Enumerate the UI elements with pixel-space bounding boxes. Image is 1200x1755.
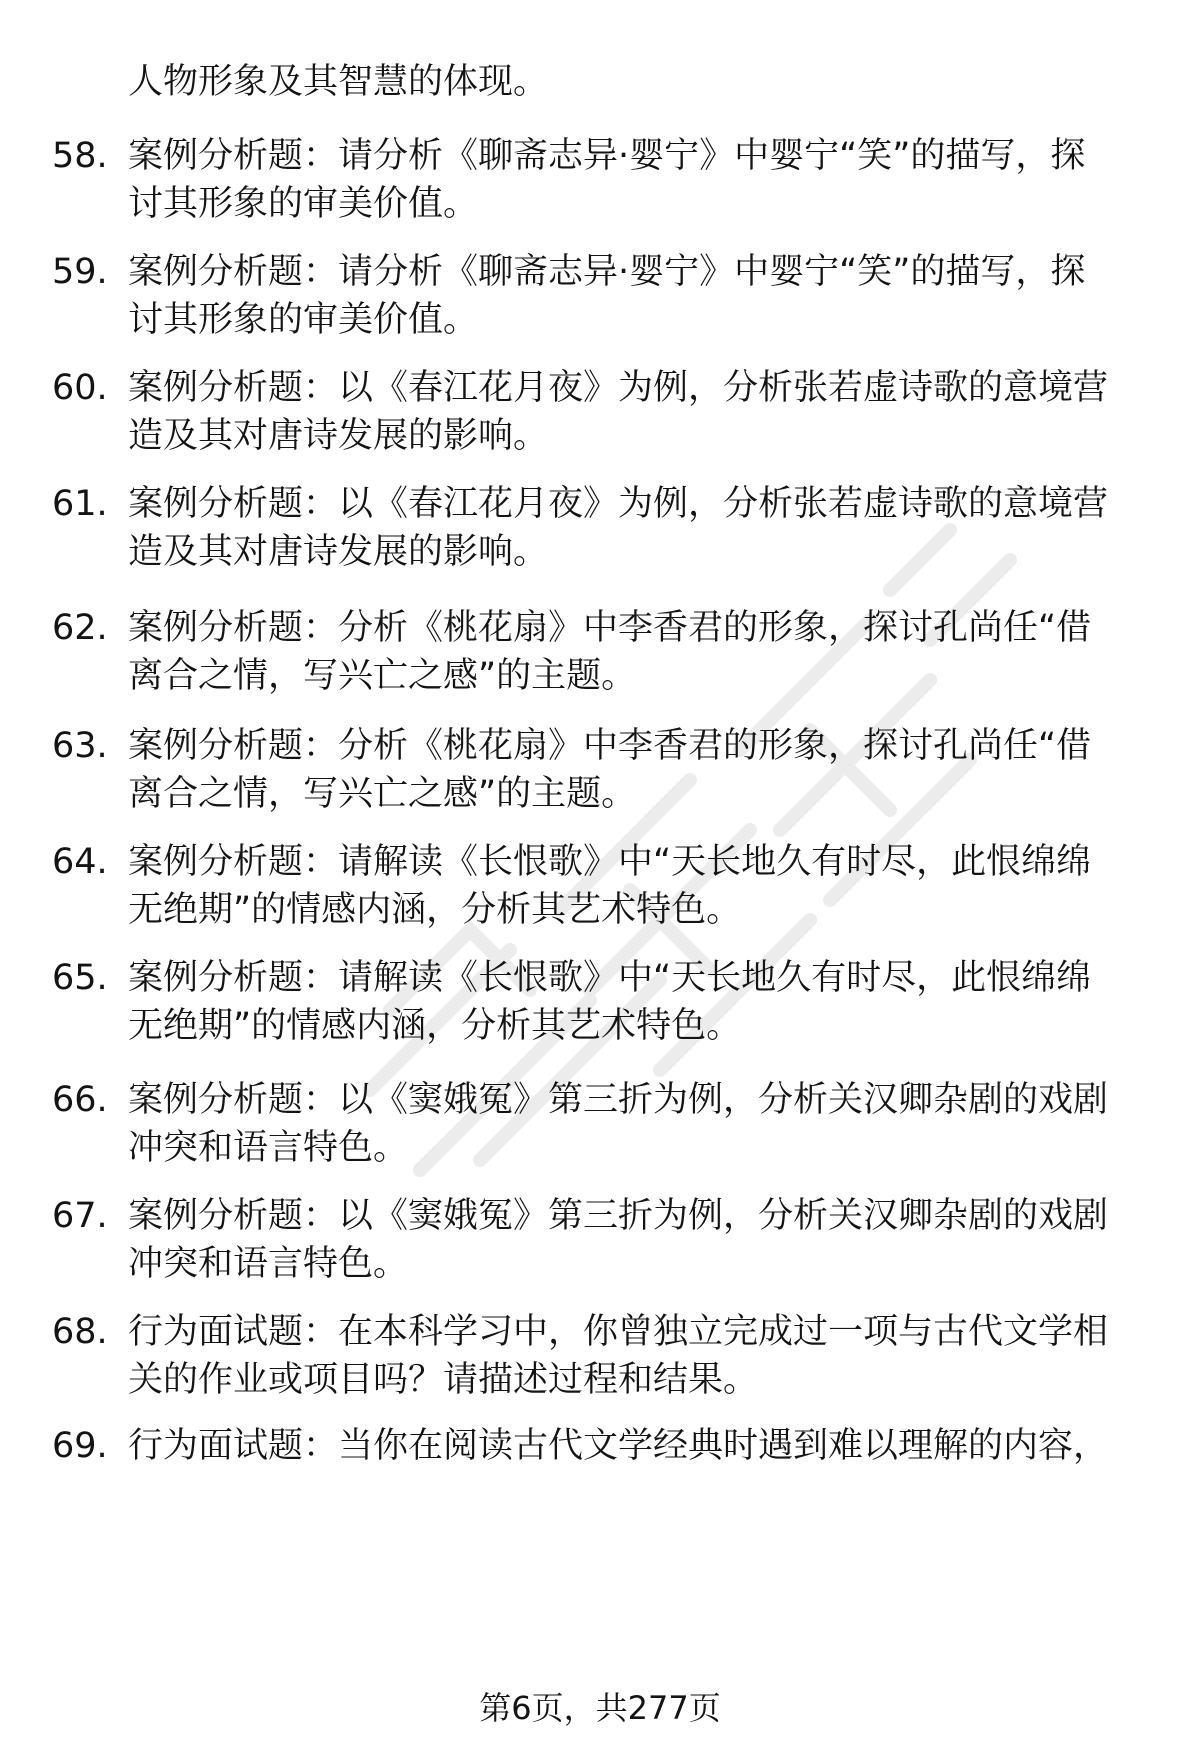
question-number: 63. bbox=[52, 726, 108, 766]
question-text bbox=[128, 1076, 1140, 1172]
question-text-line: 无绝期”的情感内涵，分析其艺术特色。 bbox=[128, 1006, 742, 1046]
question-text-line: 案例分析题：以《春江花月夜》为例，分析张若虚诗歌的意境营 bbox=[128, 368, 1109, 408]
question-number: 65. bbox=[52, 958, 108, 998]
question-text-line: 冲突和语言特色。 bbox=[128, 1128, 409, 1168]
question-text-line: 案例分析题：以《春江花月夜》为例，分析张若虚诗歌的意境营 bbox=[128, 484, 1109, 524]
question-text bbox=[128, 132, 1140, 228]
question-text bbox=[128, 838, 1140, 934]
question-number: 60. bbox=[52, 368, 108, 408]
question-text-line: 冲突和语言特色。 bbox=[128, 1244, 409, 1284]
question-text-line: 案例分析题：请分析《聊斋志异·婴宁》中婴宁“笑”的描写，探 bbox=[128, 136, 1086, 176]
question-text-line: 案例分析题：分析《桃花扇》中李香君的形象，探讨孔尚任“借 bbox=[128, 726, 1092, 766]
question-text-line: 关的作业或项目吗？请描述过程和结果。 bbox=[128, 1360, 759, 1400]
question-text bbox=[128, 480, 1140, 576]
question-number: 69. bbox=[52, 1426, 108, 1466]
question-number: 67. bbox=[52, 1196, 108, 1236]
question-text-line: 案例分析题：请解读《长恨歌》中“天长地久有时尽，此恨绵绵 bbox=[128, 842, 1092, 882]
continuation-text: 人物形象及其智慧的体现。 bbox=[128, 62, 549, 102]
question-text-line: 案例分析题：分析《桃花扇》中李香君的形象，探讨孔尚任“借 bbox=[128, 608, 1092, 648]
question-number: 64. bbox=[52, 842, 108, 882]
question-text-line: 离合之情，写兴亡之感”的主题。 bbox=[128, 656, 637, 696]
question-text-line: 案例分析题：请分析《聊斋志异·婴宁》中婴宁“笑”的描写，探 bbox=[128, 252, 1086, 292]
page-footer: 第6页，共277页 bbox=[479, 1689, 721, 1727]
question-text-line: 行为面试题：当你在阅读古代文学经典时遇到难以理解的内容， bbox=[128, 1426, 1109, 1466]
question-text bbox=[128, 722, 1140, 818]
question-text bbox=[128, 364, 1140, 460]
question-text-line: 讨其形象的审美价值。 bbox=[128, 184, 479, 224]
question-number: 58. bbox=[52, 136, 108, 176]
question-text-line: 离合之情，写兴亡之感”的主题。 bbox=[128, 774, 637, 814]
question-text bbox=[128, 1422, 1140, 1470]
question-number: 61. bbox=[52, 484, 108, 524]
question-text-line: 案例分析题：以《窦娥冤》第三折为例，分析关汉卿杂剧的戏剧 bbox=[128, 1196, 1109, 1236]
question-text bbox=[128, 1308, 1140, 1404]
question-text-line: 案例分析题：请解读《长恨歌》中“天长地久有时尽，此恨绵绵 bbox=[128, 958, 1092, 998]
question-text bbox=[128, 954, 1140, 1050]
question-number: 62. bbox=[52, 608, 108, 648]
question-text-line: 造及其对唐诗发展的影响。 bbox=[128, 532, 549, 572]
question-text-line: 无绝期”的情感内涵，分析其艺术特色。 bbox=[128, 890, 742, 930]
question-text-line: 造及其对唐诗发展的影响。 bbox=[128, 416, 549, 456]
question-number: 66. bbox=[52, 1080, 108, 1120]
question-text bbox=[128, 1192, 1140, 1288]
question-number: 59. bbox=[52, 252, 108, 292]
question-text bbox=[128, 604, 1140, 700]
question-number: 68. bbox=[52, 1312, 108, 1352]
question-text-line: 案例分析题：以《窦娥冤》第三折为例，分析关汉卿杂剧的戏剧 bbox=[128, 1080, 1109, 1120]
question-text-line: 行为面试题：在本科学习中，你曾独立完成过一项与古代文学相 bbox=[128, 1312, 1109, 1352]
question-text bbox=[128, 248, 1140, 344]
question-text-line: 讨其形象的审美价值。 bbox=[128, 300, 479, 340]
